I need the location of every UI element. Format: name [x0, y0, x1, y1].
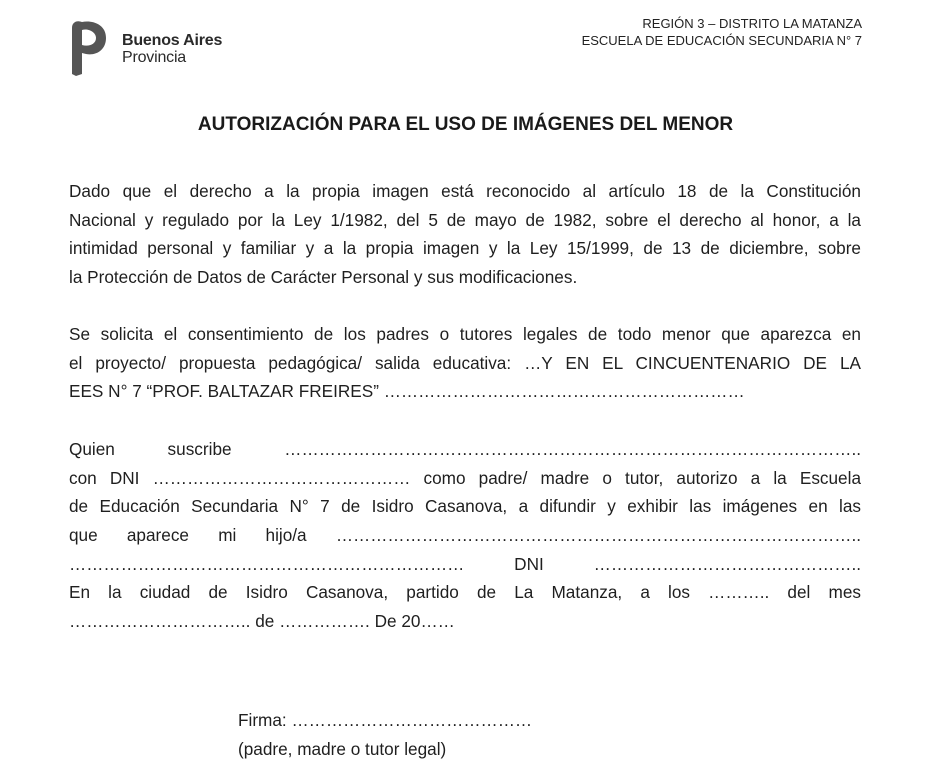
child-dni-line: …………………………………………………………… DNI ………………………………………..: [69, 553, 861, 574]
child-name-line: que aparece mi hijo/a ………………………………………………………………………………..: [69, 525, 861, 546]
document-title: AUTORIZACIÓN PARA EL USO DE IMÁGENES DEL MENOR: [197, 114, 734, 135]
paragraph-line: Dado que el derecho a la propia imagen está reconocido al artículo 18 de la Constitución: [69, 181, 861, 201]
signature-line: Firma: ……………………………………: [238, 710, 533, 730]
header-school: ESCUELA DE EDUCACIÓN SECUNDARIA N° 7: [581, 33, 862, 48]
paragraph-line: Nacional y regulado por la Ley 1/1982, del 5 de mayo de 1982, sobre el derecho al honor, a la: [69, 209, 861, 230]
logo-line1: Buenos Aires: [122, 32, 223, 49]
dni-line: con DNI ……………………………………… como padre/ madre o tutor, autorizo a la Escuela: [69, 467, 861, 488]
paragraph-line: el proyecto/ propuesta pedagógica/ salida educativa: …Y EN EL CINCUENTENARIO DE LA: [69, 352, 861, 373]
paragraph-consent-request: [69, 320, 861, 406]
paragraph-legal-basis: [69, 177, 861, 292]
logo-line2: Provincia: [122, 49, 187, 66]
subscriber-name-line: Quien suscribe ………………………………………………………………………………………..: [69, 439, 861, 459]
paragraph-line: Se solicita el consentimiento de los padres o tutores legales de todo menor que aparezca en: [69, 324, 861, 344]
signature-caption: (padre, madre o tutor legal): [238, 738, 447, 759]
paragraph-line: de Educación Secundaria N° 7 de Isidro Casanova, a difundir y exhibir las imágenes en las: [69, 496, 861, 517]
paragraph-line: la Protección de Datos de Carácter Personal y sus modificaciones.: [69, 267, 578, 288]
province-logo: [68, 20, 222, 76]
paragraph-line: EES N° 7 “PROF. BALTAZAR FREIRES” ………………………………………………………: [69, 381, 745, 402]
province-logo-icon: [68, 20, 110, 76]
signature-block: [238, 706, 532, 763]
date-line: ………………………….. de ……………. De 20……: [69, 611, 455, 632]
header-info: [582, 15, 862, 49]
header-region: REGIÓN 3 – DISTRITO LA MATANZA: [642, 16, 862, 31]
logo-text: [122, 32, 222, 66]
paragraph-line: intimidad personal y familiar y a la propia imagen y la Ley 15/1999, de 13 de diciembre, sobre: [69, 238, 861, 259]
paragraph-authorization-form: [69, 435, 861, 636]
place-date-line: En la ciudad de Isidro Casanova, partido de La Matanza, a los ……….. del mes: [69, 582, 861, 603]
